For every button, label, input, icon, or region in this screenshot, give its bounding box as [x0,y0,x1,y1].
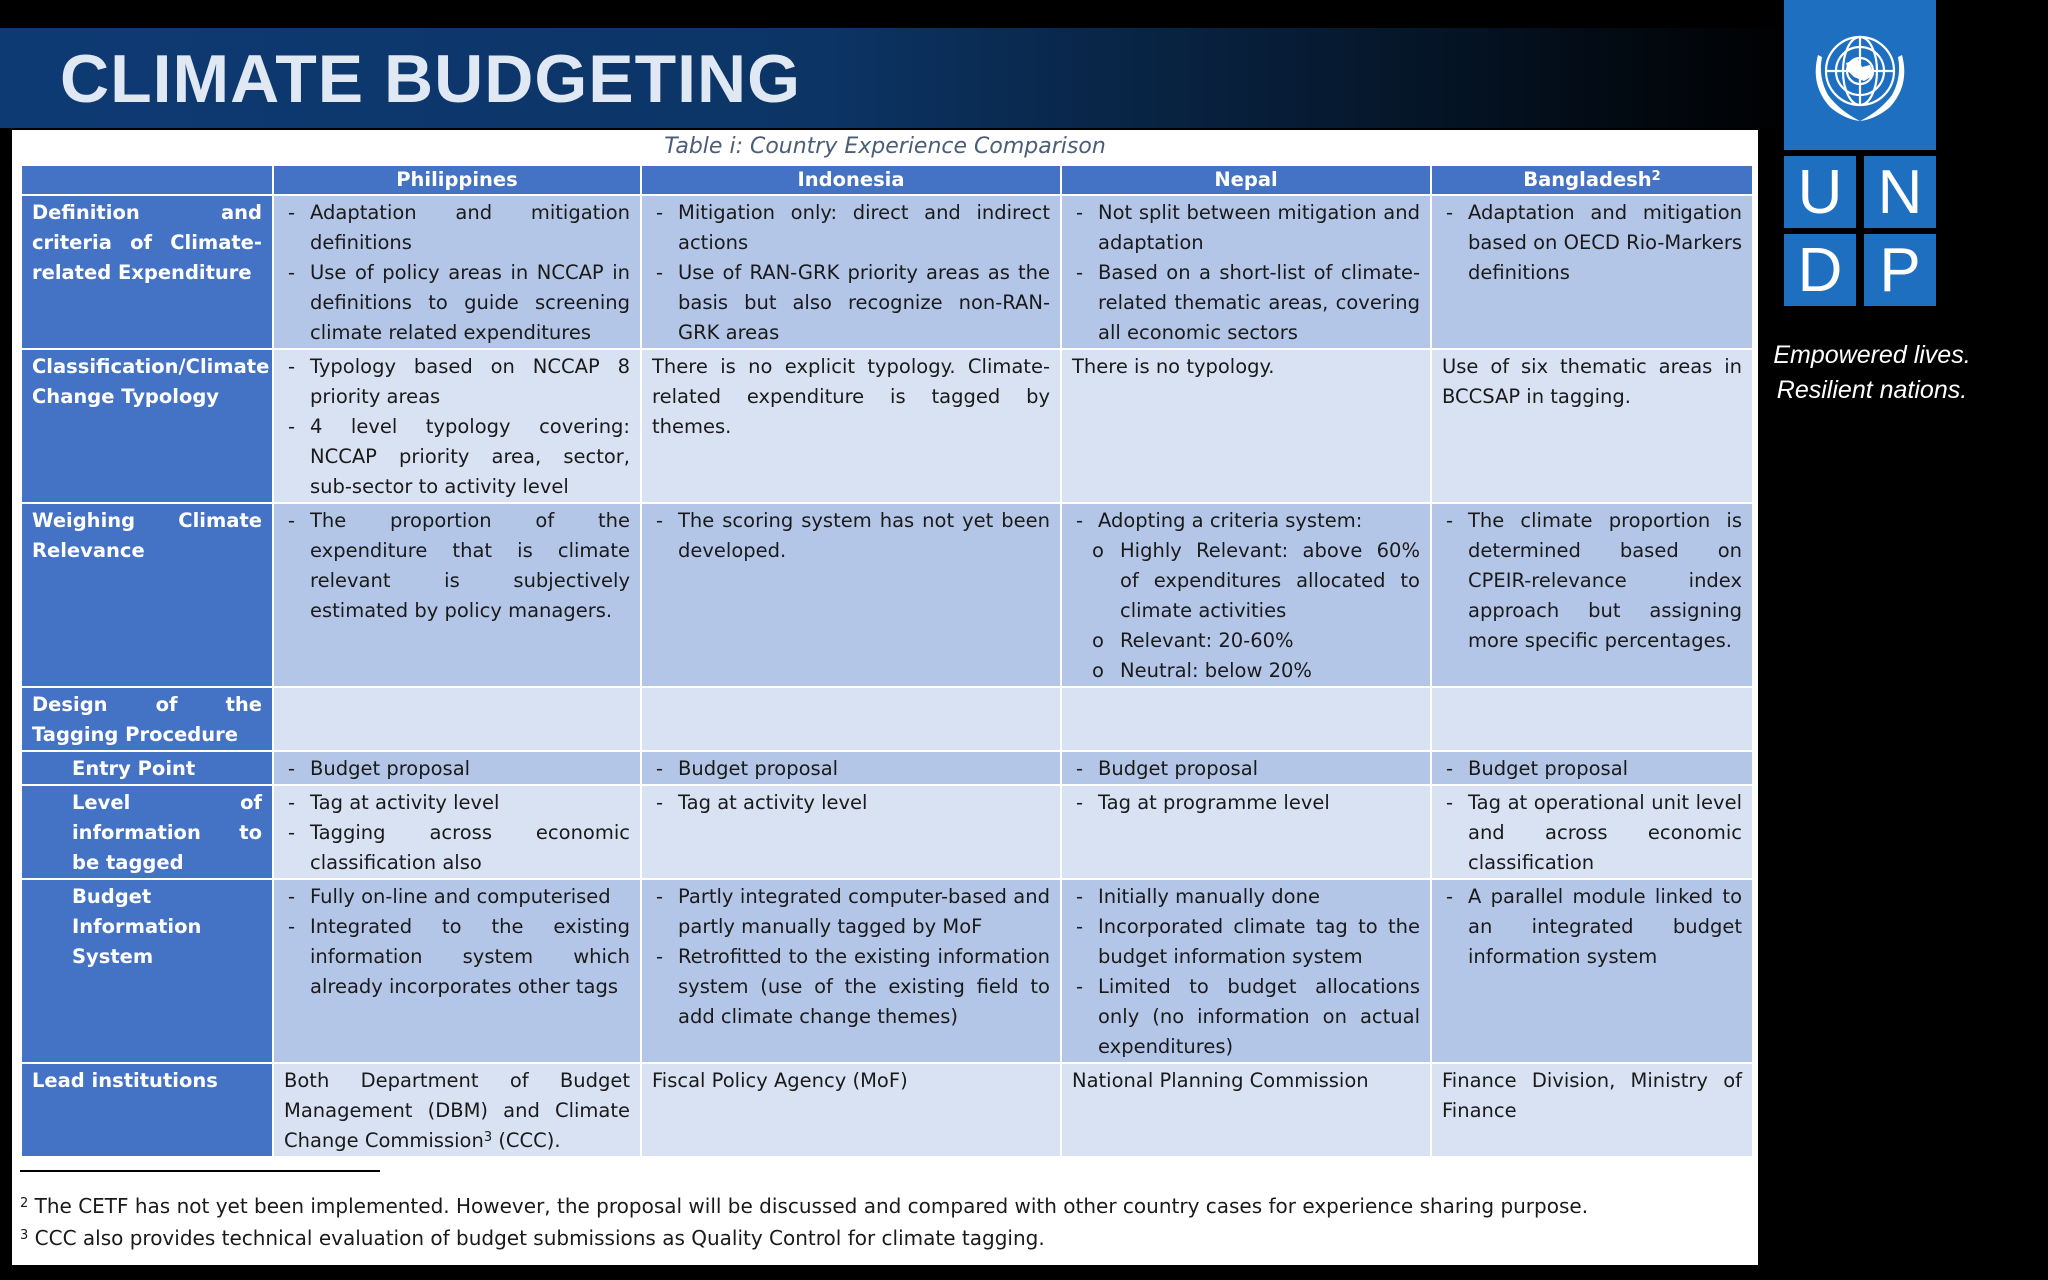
footnote-mark: 2 [20,1196,29,1211]
footnote-text: CCC also provides technical evaluation of budget submissions as Quality Control for climate tagging. [28,1226,1045,1250]
list-item: - Adaptation and mitigation definitions [284,198,630,258]
column-header-bangladesh [1431,165,1753,195]
cell-weighing-nepal [1061,503,1431,687]
list-item: - A parallel module linked to an integrated budget information system [1442,882,1742,972]
column-header-bangladesh-label: Bangladesh [1523,168,1652,191]
list-item: - Initially manually done [1072,882,1420,912]
cell-definition-nepal [1061,195,1431,349]
footnote-ref-3: 3 [483,1130,493,1145]
list-item: - Limited to budget allocations only (no information on actual expenditures) [1072,972,1420,1062]
cell-design-nepal [1061,687,1431,751]
cell-level-indonesia [641,785,1061,879]
table-caption: Table i: Country Experience Comparison [664,134,1106,159]
footnotes [20,1170,1740,1254]
list-item: - Budget proposal [284,754,630,784]
title-bar [0,28,1800,128]
cell-level-nepal [1061,785,1431,879]
cell-design-bangladesh [1431,687,1753,751]
list-item: - Retrofitted to the existing information system (use of the existing field to add climate change themes) [652,942,1050,1032]
cell-definition-bangladesh [1431,195,1753,349]
logo-letter-d: D [1784,234,1856,306]
column-header-philippines: Philippines [273,165,641,195]
list-item: - Use of RAN-GRK priority areas as the basis but also recognize non-RAN-GRK areas [652,258,1050,348]
undp-logo [1784,0,1936,306]
footnote-ref-2: 2 [1651,169,1661,184]
list-item: - Use of policy areas in NCCAP in definitions to guide screening climate related expenditures [284,258,630,348]
table-header-row [21,165,1753,195]
list-item: - The scoring system has not yet been developed. [652,506,1050,566]
list-item: - The climate proportion is determined based on CPEIR-relevance index approach but assigning more specific percentages. [1442,506,1742,656]
footnote-2 [20,1190,1740,1222]
cell-classification-bangladesh: Use of six thematic areas in BCCSAP in tagging. [1431,349,1753,503]
list-item: - Budget proposal [1072,754,1420,784]
cell-budget-system-indonesia [641,879,1061,1063]
header-corner-cell [21,165,273,195]
list-item: - 4 level typology covering: NCCAP priority area, sector, sub-sector to activity level [284,412,630,502]
list-item: - Adaptation and mitigation based on OECD Rio-Markers definitions [1442,198,1742,288]
list-item: - Budget proposal [1442,754,1742,784]
cell-lead-nepal: National Planning Commission [1061,1063,1431,1157]
tagline-line-2: Resilient nations. [1776,376,1968,404]
list-item: - Integrated to the existing information system which already incorporates other tags [284,912,630,1002]
cell-definition-indonesia [641,195,1061,349]
list-item: - Budget proposal [652,754,1050,784]
cell-design-indonesia [641,687,1061,751]
logo-letter-p: P [1864,234,1936,306]
footnote-divider [20,1170,380,1172]
cell-entry-point-indonesia [641,751,1061,785]
row-header-entry-point: Entry Point [21,751,273,785]
cell-budget-system-philippines [273,879,641,1063]
cell-definition-philippines [273,195,641,349]
cell-weighing-philippines [273,503,641,687]
row-header-level: Level of information to be tagged [21,785,273,879]
lead-text-end: (CCC). [492,1129,561,1152]
logo-letter-u: U [1784,156,1856,228]
row-header-classification: Classification/Climate Change Typology [21,349,273,503]
list-item: - Fully on-line and computerised [284,882,630,912]
criteria-intro: Adopting a criteria system: [1098,509,1363,532]
row-header-lead-institutions: Lead institutions [21,1063,273,1157]
column-header-nepal: Nepal [1061,165,1431,195]
table-row-weighing [21,503,1753,687]
document-page [12,130,1758,1265]
row-header-budget-system: Budget Information System [21,879,273,1063]
country-comparison-table [20,164,1754,1158]
list-item: - Tagging across economic classification also [284,818,630,878]
list-item: - Not split between mitigation and adaptation [1072,198,1420,258]
list-item: - Tag at programme level [1072,788,1420,818]
cell-entry-point-nepal [1061,751,1431,785]
table-row-level [21,785,1753,879]
table-row-classification [21,349,1753,503]
cell-lead-philippines [273,1063,641,1157]
cell-classification-philippines [273,349,641,503]
table-row-lead-institutions [21,1063,1753,1157]
cell-level-bangladesh [1431,785,1753,879]
list-item: - Typology based on NCCAP 8 priority areas [284,352,630,412]
list-item [1072,506,1420,536]
tagline-line-1: Empowered lives. [1773,341,1971,369]
list-item: - Tag at operational unit level and across economic classification [1442,788,1742,878]
lead-text: Both Department of Budget Management (DBM) and Climate Change Commission [284,1069,630,1152]
table-row-design [21,687,1753,751]
list-item: - Partly integrated computer-based and partly manually tagged by MoF [652,882,1050,942]
list-item: - Mitigation only: direct and indirect actions [652,198,1050,258]
row-header-weighing: Weighing Climate Relevance [21,503,273,687]
table-row-entry-point [21,751,1753,785]
un-emblem-icon [1784,0,1936,150]
footnote-mark: 3 [20,1228,29,1243]
slide-title: CLIMATE BUDGETING [60,41,802,117]
cell-classification-indonesia: There is no explicit typology. Climate-related expenditure is tagged by themes. [641,349,1061,503]
table-row-budget-system [21,879,1753,1063]
cell-design-philippines [273,687,641,751]
cell-entry-point-philippines [273,751,641,785]
cell-weighing-indonesia [641,503,1061,687]
table-row-definition [21,195,1753,349]
list-item: - Tag at activity level [652,788,1050,818]
cell-entry-point-bangladesh [1431,751,1753,785]
cell-lead-indonesia: Fiscal Policy Agency (MoF) [641,1063,1061,1157]
cell-level-philippines [273,785,641,879]
cell-lead-bangladesh: Finance Division, Ministry of Finance [1431,1063,1753,1157]
row-header-definition: Definition and criteria of Climate-related Expenditure [21,195,273,349]
list-item: o Highly Relevant: above 60% of expenditures allocated to climate activities [1072,536,1420,626]
cell-budget-system-nepal [1061,879,1431,1063]
row-header-design: Design of the Tagging Procedure [21,687,273,751]
footnote-text: The CETF has not yet been implemented. However, the proposal will be discussed and compared with other country cases for experience sharing purpose. [28,1194,1589,1218]
list-item: - Based on a short-list of climate-related thematic areas, covering all economic sectors [1072,258,1420,348]
cell-classification-nepal: There is no typology. [1061,349,1431,503]
cell-budget-system-bangladesh [1431,879,1753,1063]
logo-letter-n: N [1864,156,1936,228]
list-item: - The proportion of the expenditure that is climate relevant is subjectively estimated by policy managers. [284,506,630,626]
cell-weighing-bangladesh [1431,503,1753,687]
list-item: - Tag at activity level [284,788,630,818]
list-item: - Incorporated climate tag to the budget information system [1072,912,1420,972]
list-item: o Neutral: below 20% [1072,656,1420,686]
undp-tagline [1752,338,1992,408]
list-item: o Relevant: 20-60% [1072,626,1420,656]
footnote-3 [20,1222,1740,1254]
column-header-indonesia: Indonesia [641,165,1061,195]
